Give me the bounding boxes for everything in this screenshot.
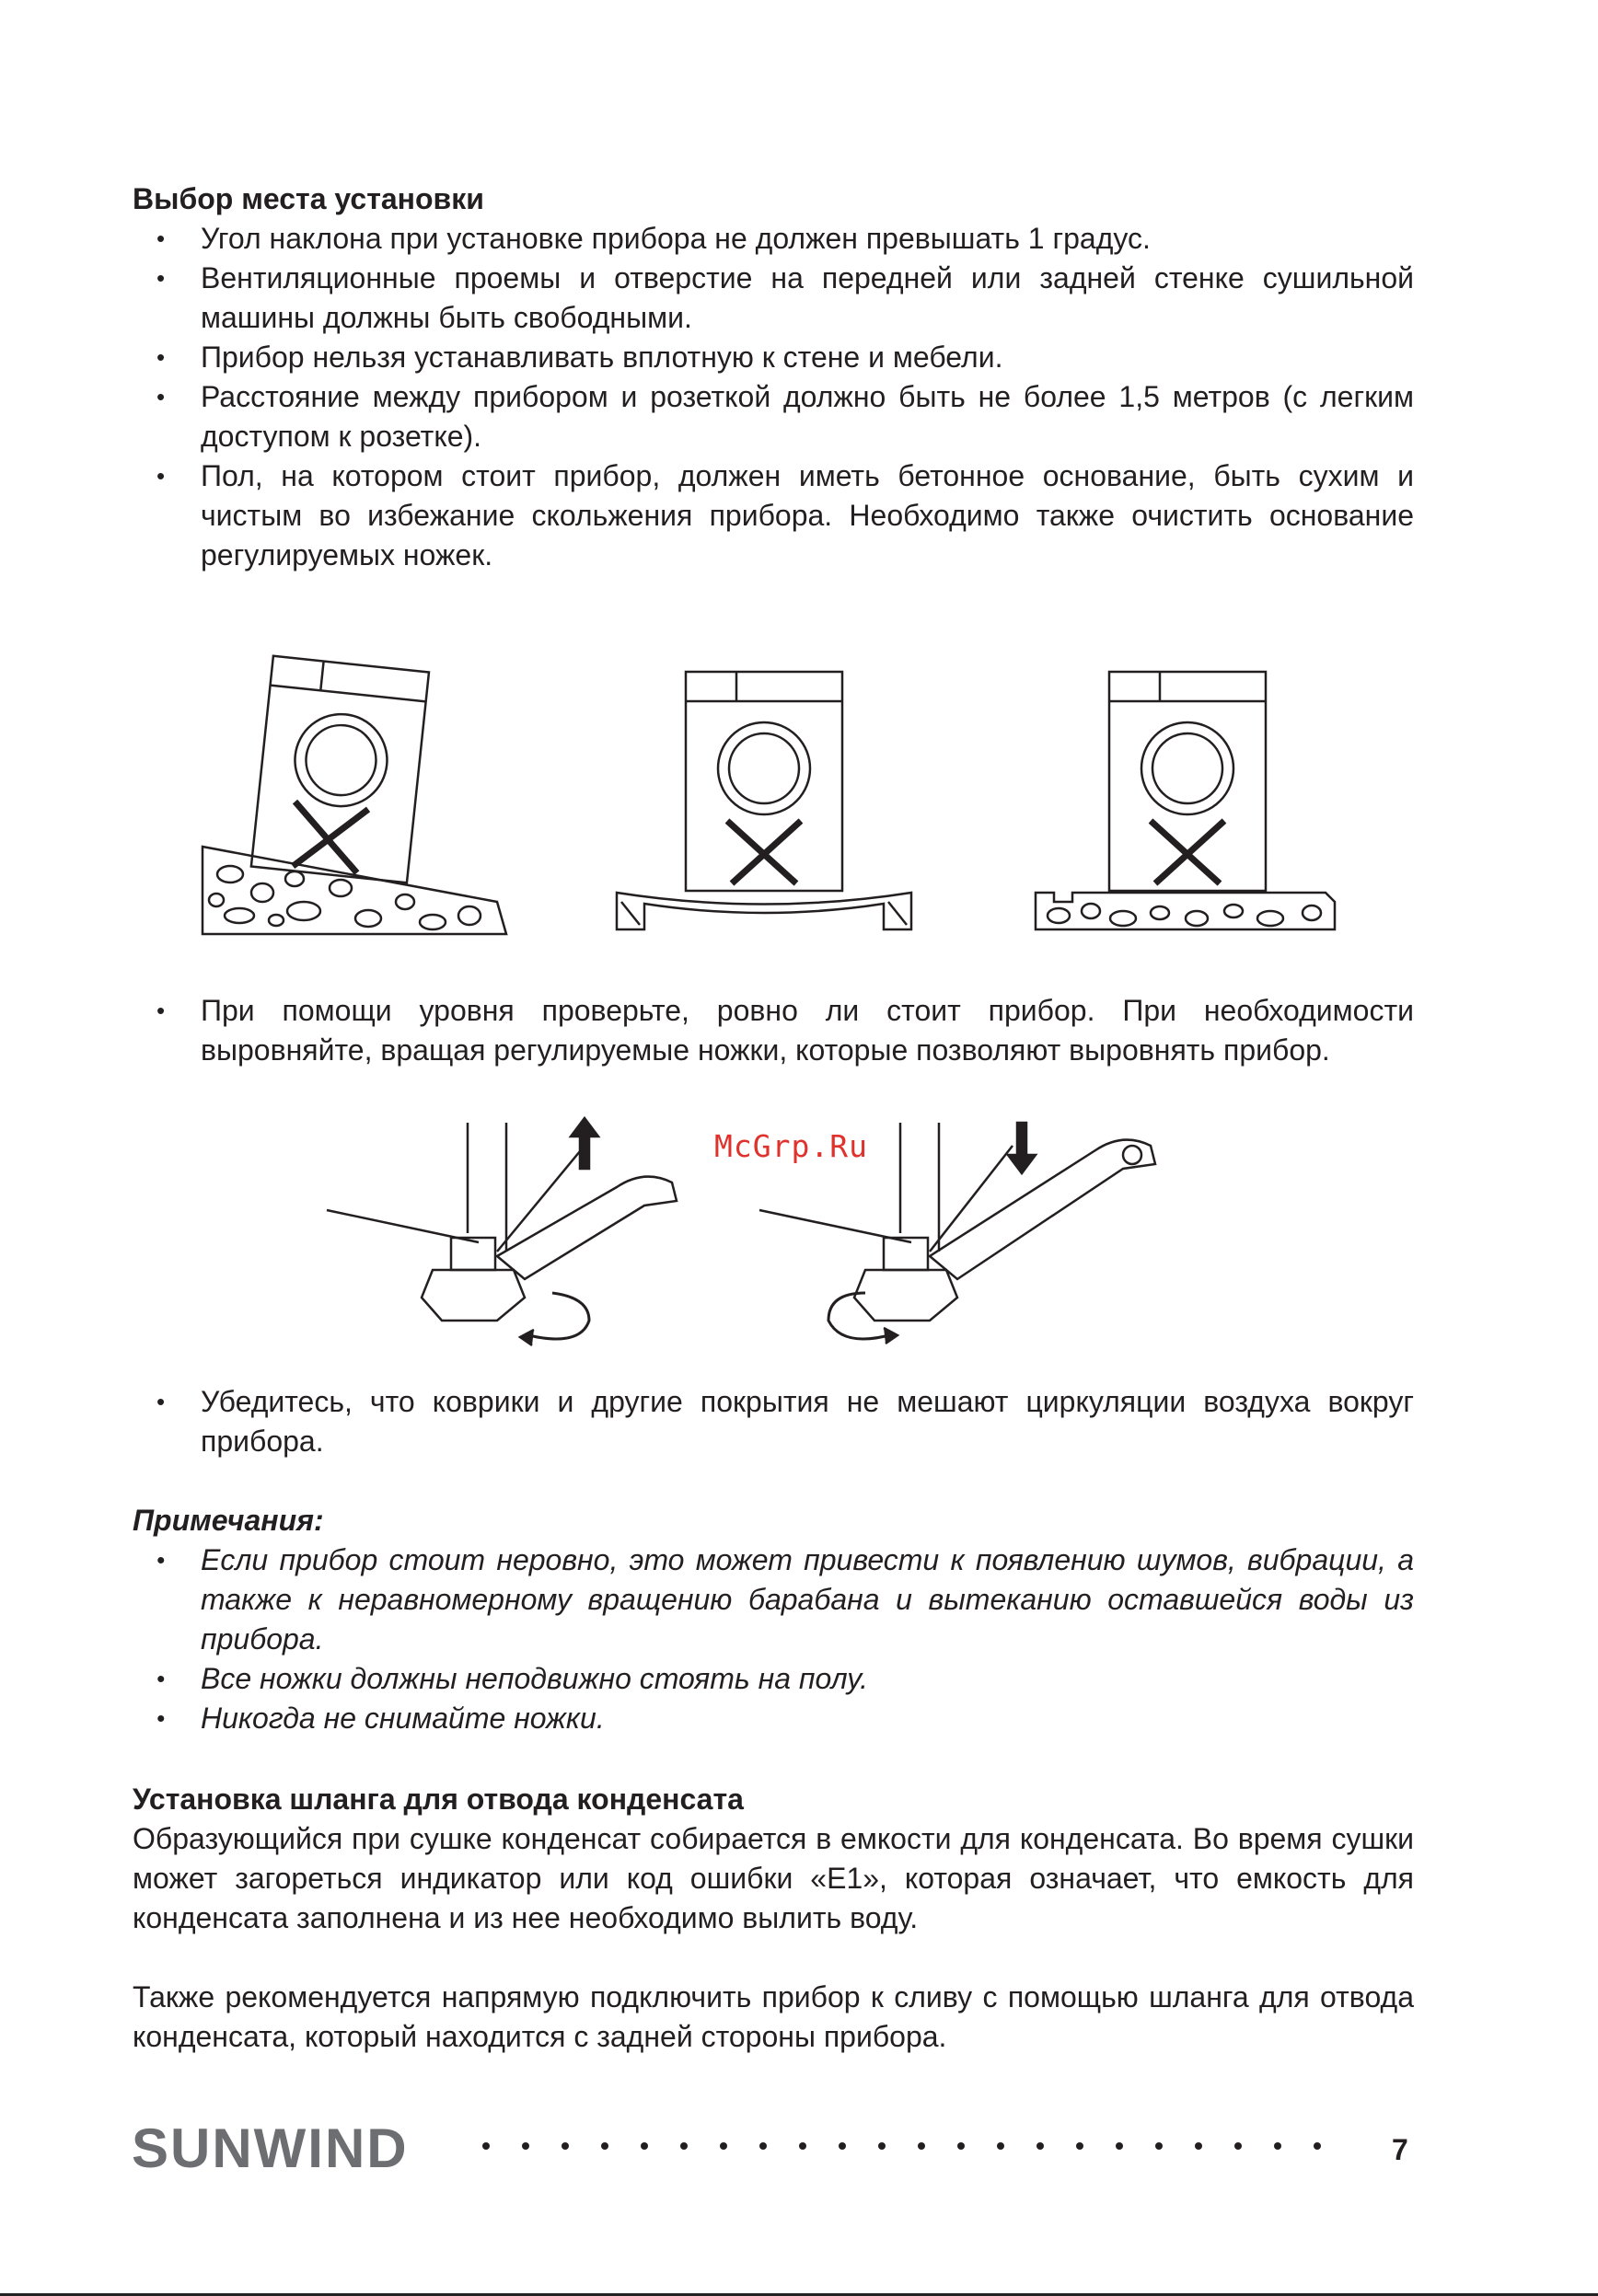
carpet-block xyxy=(133,1382,1414,1461)
tilted-dryer-icon xyxy=(251,656,429,883)
list-item: • Прибор нельзя устанавливать вплотную к стене и мебели. xyxy=(133,338,1414,377)
rocky-slope-icon xyxy=(203,847,506,934)
list-item: • Расстояние между прибором и розеткой должно быть не более 1,5 метров (с легким доступом к розетке). xyxy=(133,377,1414,456)
condensate-paragraph-1: Образующийся при сушке конденсат собирается в емкости для конденсата. Во время сушки может загореться индикатор или код ошибки «E1», которая означает, что емкость для конденсата заполнена и из нее необходимо вылить воду. xyxy=(133,1822,1414,1934)
footer-dots xyxy=(479,2137,1353,2155)
section-condensate xyxy=(133,1780,1414,2057)
list-item: • Никогда не снимайте ножки. xyxy=(133,1699,1414,1738)
notes-block xyxy=(133,1501,1414,1738)
brand-logo: SUNWIND xyxy=(132,2117,409,2179)
list-item: • Пол, на котором стоит прибор, должен иметь бетонное основание, быть сухим и чистым во избежание скольжения прибора. Необходимо также очистить основание регулируемых ножек. xyxy=(133,456,1414,575)
notes-title: Примечания: xyxy=(133,1504,324,1537)
list-item: • Вентиляционные проемы и отверстие на передней или задней стенке сушильной машины должны быть свободными. xyxy=(133,259,1414,338)
floor-illustration xyxy=(184,626,1372,939)
page-number: 7 xyxy=(1392,2133,1408,2166)
list-item: • Убедитесь, что коврики и другие покрытия не мешают циркуляции воздуха вокруг прибора. xyxy=(133,1382,1414,1461)
placement-list xyxy=(133,219,1414,575)
list-item: • Все ножки должны неподвижно стоять на полу. xyxy=(133,1659,1414,1699)
section-title-placement: Выбор места установки xyxy=(133,182,484,215)
notes-list xyxy=(133,1540,1414,1738)
section-title-condensate: Установка шланга для отвода конденсата xyxy=(133,1783,744,1816)
level-check-block xyxy=(133,991,1414,1070)
list-item: • При помощи уровня проверьте, ровно ли стоит прибор. При необходимости выровняйте, вращая регулируемые ножки, которые позволяют выровнять прибор. xyxy=(133,991,1414,1070)
level-list xyxy=(133,991,1414,1070)
uneven-ground-dryer-icon xyxy=(1036,672,1335,929)
list-item: • Если прибор стоит неровно, это может привести к появлению шумов, вибрации, а также к неравномерному вращению барабана и вытеканию оставшейся воды из прибора. xyxy=(133,1540,1414,1659)
curved-floor-dryer-icon xyxy=(617,672,911,929)
condensate-paragraph-2: Также рекомендуется напрямую подключить прибор к сливу с помощью шланга для отвода конденсата, который находится с задней стороны прибора. xyxy=(133,1980,1414,2053)
section-placement xyxy=(133,179,1414,575)
wrench-raise-icon xyxy=(327,1118,677,1345)
watermark: McGrp.Ru xyxy=(714,1128,868,1164)
carpet-list xyxy=(133,1382,1414,1461)
list-item: • Угол наклона при установке прибора не должен превышать 1 градус. xyxy=(133,219,1414,259)
